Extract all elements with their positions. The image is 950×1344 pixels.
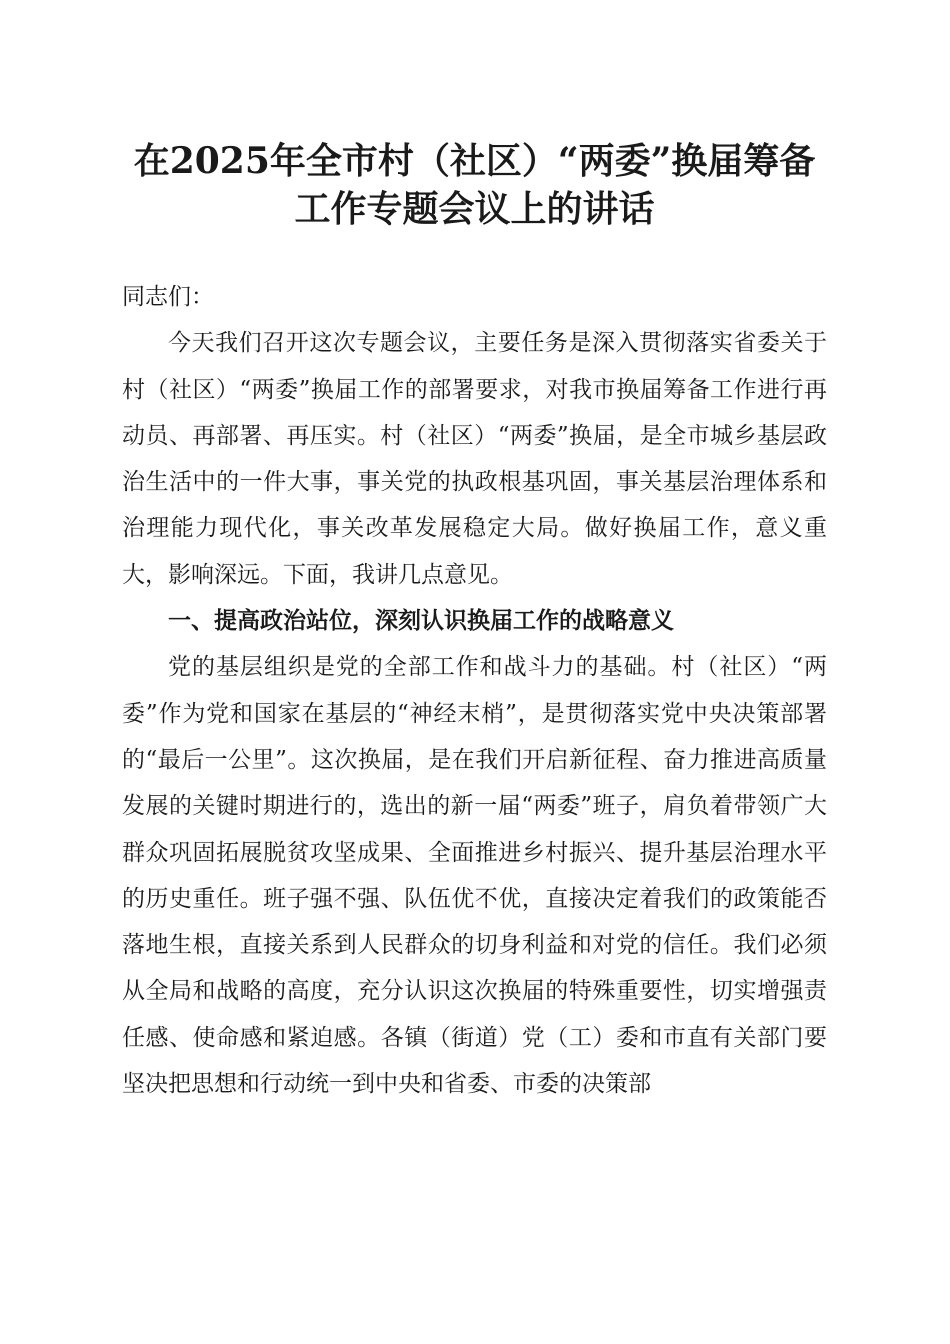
section-1-paragraph: 党的基层组织是党的全部工作和战斗力的基础。村（社区）“两委”作为党和国家在基层的“神经末梢”，是贯彻落实党中央决策部署的“最后一公里”。这次换届，是在我们开启新征程、奋力推进高质量发展的关键时期进行的，选出的新一届“两委”班子，肩负着带领广大群众巩固拓展脱贫攻坚成果、全面推进乡村振兴、提升基层治理水平的历史重任。班子强不强、队伍优不优，直接决定着我们的政策能否落地生根，直接关系到人民群众的切身利益和对党的信任。我们必须从全局和战略的高度，充分认识这次换届的特殊重要性，切实增强责任感、使命感和紧迫感。各镇（街道）党（工）委和市直有关部门要坚决把思想和行动统一到中央和省委、市委的决策部 <box>122 654 827 1098</box>
document-body <box>122 274 827 1107</box>
document-title-line-1: 在2025年全市村（社区）“两委”换届筹备 <box>133 140 816 182</box>
section-heading-1: 一、提高政治站位，深刻认识换届工作的战略意义 <box>168 608 674 635</box>
intro-paragraph: 今天我们召开这次专题会议，主要任务是深入贯彻落实省委关于村（社区）“两委”换届工作的部署要求，对我市换届筹备工作进行再动员、再部署、再压实。村（社区）“两委”换届，是全市城乡基层政治生活中的一件大事，事关党的执政根基巩固，事关基层治理体系和治理能力现代化，事关改革发展稳定大局。做好换届工作，意义重大，影响深远。下面，我讲几点意见。 <box>122 330 827 588</box>
document-title-line-2: 工作专题会议上的讲话 <box>294 188 655 230</box>
salutation: 同志们： <box>122 284 214 310</box>
